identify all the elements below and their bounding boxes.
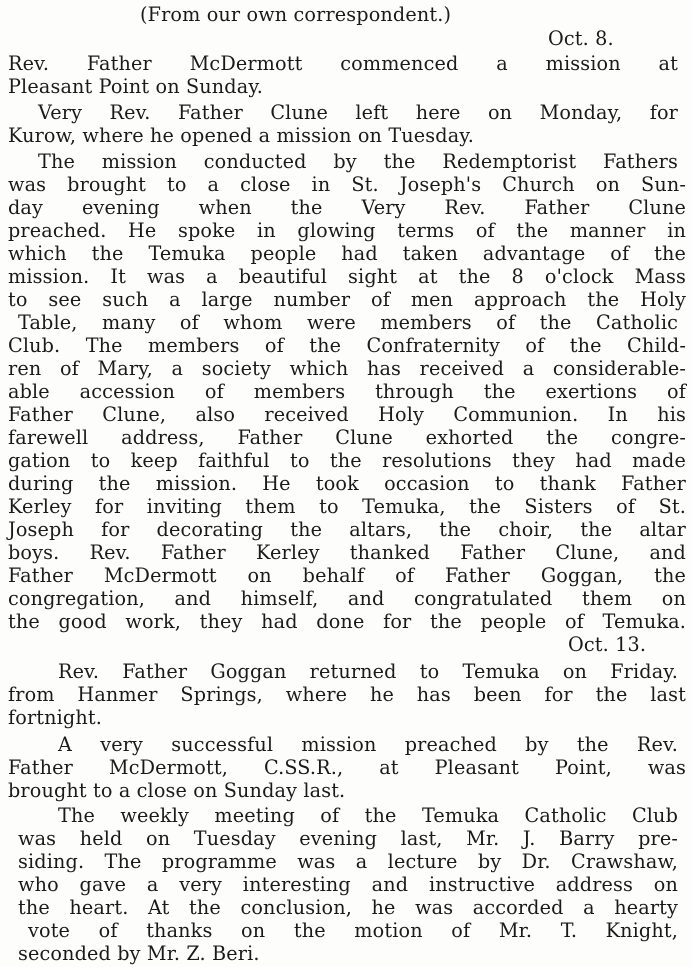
dateline-oct-13: Oct. 13. xyxy=(568,633,647,656)
text-line: congregation, and himself, and congratulated them on xyxy=(8,587,686,610)
text-line: fortnight. xyxy=(8,706,102,729)
text-line: mission. It was a beautiful sight at the 8 o'clock Mass xyxy=(8,265,686,288)
text-line: Club. The members of the Confraternity of the Child- xyxy=(8,334,686,357)
text-line: was held on Tuesday evening last, Mr. J. Barry pre- xyxy=(18,827,678,850)
text-line: preached. He spoke in glowing terms of the manner in xyxy=(8,219,686,242)
text-line: Father McDermott, C.SS.R., at Pleasant Point, was xyxy=(8,756,686,779)
text-line: brought to a close on Sunday last. xyxy=(8,779,346,802)
text-line: Father Clune, also received Holy Communion. In his xyxy=(8,403,686,426)
text-line: Rev. Father McDermott commenced a mission at xyxy=(8,52,678,75)
text-line: able accession of members through the exertions of xyxy=(8,380,686,403)
text-line: during the mission. He took occasion to thank Father xyxy=(8,472,686,495)
text-line: Table, many of whom were members of the Catholic xyxy=(18,311,678,334)
text-line: Very Rev. Father Clune left here on Monday, for xyxy=(38,101,678,124)
text-line: ren of Mary, a society which has received a considerable- xyxy=(8,357,686,380)
correspondent-header: (From our own correspondent.) xyxy=(140,3,452,26)
text-line: Pleasant Point on Sunday. xyxy=(8,75,264,98)
text-line: The mission conducted by the Redemptorist Fathers xyxy=(38,150,678,173)
text-line: to see such a large number of men approach the Holy xyxy=(8,288,686,311)
text-line: which the Temuka people had taken advantage of the xyxy=(8,242,686,265)
text-line: boys. Rev. Father Kerley thanked Father Clune, and xyxy=(8,541,686,564)
text-line: day evening when the Very Rev. Father Clune xyxy=(8,196,686,219)
text-line: seconded by Mr. Z. Beri. xyxy=(18,942,260,965)
text-line: The weekly meeting of the Temuka Catholic Club xyxy=(58,804,678,827)
text-line: Kerley for inviting them to Temuka, the Sisters of St. xyxy=(8,495,686,518)
text-line: Father McDermott on behalf of Father Goggan, the xyxy=(8,564,686,587)
text-line: who gave a very interesting and instructive address on xyxy=(18,873,678,896)
text-line: A very successful mission preached by the Rev. xyxy=(58,733,678,756)
text-line: vote of thanks on the motion of Mr. T. Knight, xyxy=(28,919,678,942)
text-line: siding. The programme was a lecture by Dr. Crawshaw, xyxy=(18,850,678,873)
text-line: Joseph for decorating the altars, the choir, the altar xyxy=(8,518,686,541)
text-line: from Hanmer Springs, where he has been for the last xyxy=(8,683,686,706)
text-line: the good work, they had done for the people of Temuka. xyxy=(8,610,686,633)
text-line: Rev. Father Goggan returned to Temuka on Friday. xyxy=(58,660,678,683)
text-line: gation to keep faithful to the resolutions they had made xyxy=(8,449,686,472)
dateline-oct-8: Oct. 8. xyxy=(548,27,614,50)
text-line: was brought to a close in St. Joseph's Church on Sun- xyxy=(8,173,686,196)
text-line: farewell address, Father Clune exhorted the congre- xyxy=(8,426,686,449)
text-line: the heart. At the conclusion, he was accorded a hearty xyxy=(18,896,678,919)
text-line: Kurow, where he opened a mission on Tuesday. xyxy=(8,124,474,147)
